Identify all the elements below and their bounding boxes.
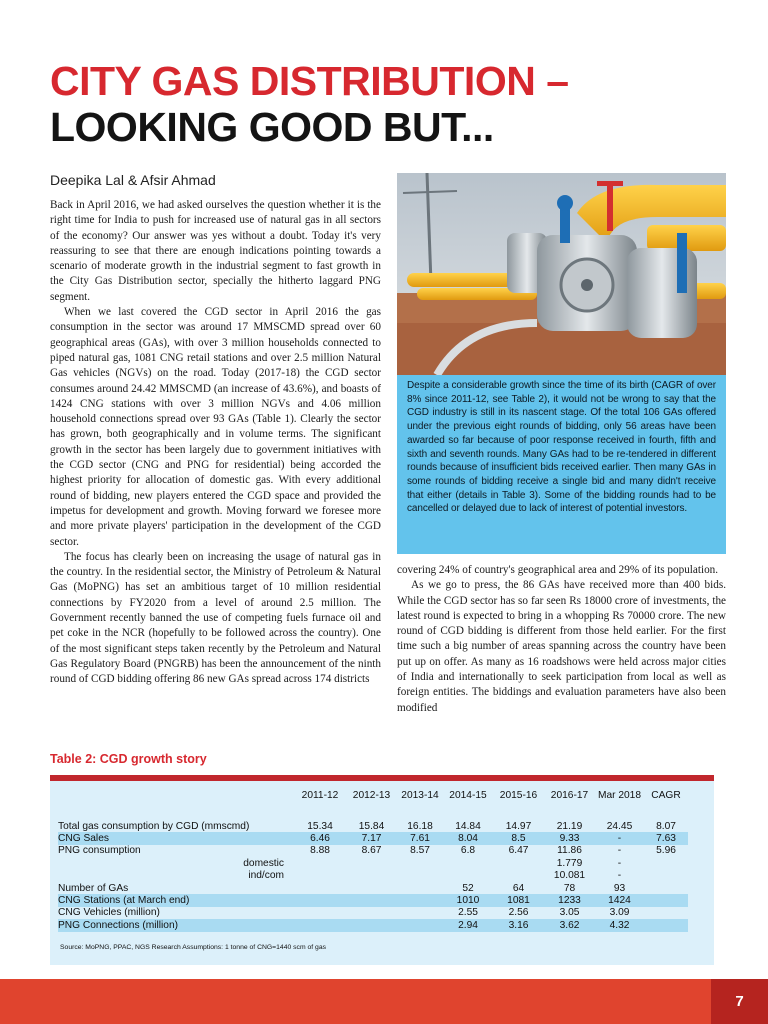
table-row [58,870,688,882]
table-cell: 10.081 [553,870,586,882]
table-row [58,857,688,869]
author-byline: Deepika Lal & Afsir Ahmad [50,172,216,188]
table-row [58,820,688,832]
table-cell: 15.84 [358,820,385,832]
table-cell [493,857,544,869]
table-cell [644,907,688,919]
table-cell [294,894,346,906]
table-cell: 8.88 [310,845,330,857]
table-cell: 2.55 [458,907,478,919]
table-cell: 21.19 [556,820,583,832]
table-row [58,882,688,894]
table-cell: 6.8 [460,845,476,857]
table-cell: - [595,832,644,844]
paragraph: The focus has clearly been on increasing the usage of natural gas in the country. In the residential sector, the Ministry of Petroleum & Natural Gas (MoPNG) has set an ambitious target of 10 million residential connections by FY2020 from a level of around 2.5 million. The Government recently banned the use of competing fuels furnace oil and pet coke in the NCR (hopefully to be followed across the country). One of the most significant steps taken recently by the Petroleum and Natural Gas Regulatory Board (PNGRB) has been the announcement of the ninth round of CGD bidding offering 86 new GAs spread across 174 districts [50,550,381,686]
table-header-cell: CAGR [651,790,681,801]
paragraph: When we last covered the CGD sector in April 2016 the gas consumption in the sector was around 17 MMSCMD spread over 60 geographical areas (GAs), with over 3 million households connected to piped natural gas, 1081 CNG retail stations and over 2.5 million Natural Gas vehicles (NGVs) on the road. Today (2017-18) the CGD sector consumes around 24.42 MMSCMD (an increase of 43.6%), and boasts of 1424 CNG stations with over 3 million NGVs and 4.06 million household connections spread over 93 GAs (Table 1). Clearly the sector has grown, both geographically and in volume terms. The significant growth in the sector has been largely due to government initiatives with the CGD sector (CNG and PNG for residential) being accorded the highest priority for allocation of domestic gas. With every additional round of bidding, new players entered the CGD space and provided the impetus for development and growth. Moving forward we foresee more and more private players' participation in the development of the CGD sector. [50,306,381,548]
table-cell: 8.07 [656,820,676,832]
table-cell [294,907,346,919]
table-header-row [58,790,688,820]
paragraph: covering 24% of country's geographical area and 29% of its population. [397,564,719,576]
table-cell: - [617,857,622,869]
table-row [58,907,688,919]
table-cell: 8.67 [361,845,382,857]
table-cell: 7.61 [397,832,443,844]
table-cell: 5.96 [656,845,676,857]
table-cell [443,857,493,869]
table-cell [346,894,397,906]
table-cell: 78 [563,882,576,894]
paragraph: As we go to press, the 86 GAs have received more than 400 bids. While the CGD sector has so far seen Rs 18000 crore of investments, the latest round is expected to bring in a whopping Rs 70000 crore. The new round of CGD bidding is different from those held earlier. For the first time such a big number of areas spanning across the country have been put up on offer. As many as 16 roadshows were held across major cities of India and internationally to seek participation from local as well as foreign entities. The biddings and evaluation parameters have also been modified [397,579,726,714]
table-header-cell: 2011-12 [301,790,339,801]
table-cell: 16.18 [407,820,433,832]
table-cell: 4.32 [595,919,644,931]
table-header-cell: 2014-15 [449,790,487,801]
table-header-cell: Mar 2018 [597,790,642,801]
table-cell: 1081 [493,894,544,906]
table-cell [644,882,688,894]
table-cell: 7.17 [346,832,397,844]
table-cell [397,870,443,882]
table-cell: 2.56 [508,907,529,919]
table-cell [443,870,493,882]
footer-band [0,979,768,1024]
table-cell: 52 [462,882,474,894]
table-row-label: CNG Stations (at March end) [58,894,294,906]
table-row [58,845,688,857]
table-row-label: Number of GAs [58,882,129,894]
table-cell [493,870,544,882]
table-cell [346,919,397,931]
table-cell: 2.94 [443,919,493,931]
table-header-cell: 2013-14 [401,790,439,801]
table-header-label [58,790,294,820]
table-cell: 3.09 [609,907,630,919]
table-cell [294,870,346,882]
table-cell: 15.34 [307,820,333,832]
title-line-2: LOOKING GOOD BUT... [50,104,494,150]
table-cell: 11.86 [557,845,582,857]
table-row-label: CNG Vehicles (million) [58,907,160,919]
table-cell: 3.62 [544,919,595,931]
table-cell: 6.47 [508,845,529,857]
table-cell [397,919,443,931]
table-cell [397,894,443,906]
table-cell [346,857,397,869]
table-cell: 64 [512,882,525,894]
table-cell: 1424 [595,894,644,906]
table-row-label: ind/com [248,870,284,882]
cgd-growth-table [58,790,688,932]
table-cell [294,882,346,894]
page-number: 7 [711,979,768,1024]
table-cell [346,882,397,894]
gas-station-photo [397,173,726,375]
table-cell: 14.97 [505,820,532,832]
title-line-1: CITY GAS DISTRIBUTION – [50,58,569,104]
table-cell: 24.45 [606,820,633,832]
table-cell: 8.04 [443,832,493,844]
table-row [58,832,688,844]
table-cell [397,907,443,919]
table-cell [644,857,688,869]
table-cell: 14.84 [455,820,481,832]
table-cell [397,882,443,894]
table-cell [644,870,688,882]
callout-box: Despite a considerable growth since the time of its birth (CAGR of over 8% since 2011-12, see Table 2), it would not be wrong to say that the CGD industry is still in its nascent stage. Of the total 106 GAs offered under the previous eight rounds of bidding, only 56 areas have been awarded so far because of poor response received in fourth, fifth and sixth and seventh rounds. Many GAs had to be re-tendered in different rounds because of insufficient bids received earlier. Then many GAs in some rounds of bidding receive a single bid and many didn't receive that either (details in Table 3). Some of the bidding rounds had to be cancelled or delayed due to lack of interest of potential investors. [397,375,726,554]
table-cell: 1.779 [556,857,583,869]
table-cell: 3.05 [559,907,580,919]
table-cell [397,857,443,869]
table-cell [294,919,346,931]
article-title [50,58,730,150]
table-cell [644,894,688,906]
table-cell [346,870,397,882]
table-cell [294,857,346,869]
table-cell [346,907,397,919]
table-cell: 3.16 [493,919,544,931]
table-title: Table 2: CGD growth story [50,752,207,766]
left-text-column [50,198,381,688]
table-cell: 6.46 [294,832,346,844]
table-header-cell: 2012-13 [352,790,391,801]
table-cell: 8.5 [493,832,544,844]
table-row-label: PNG Connections (million) [58,919,294,931]
table-source-note: Source: MoPNG, PPAC, NGS Research Assumptions: 1 tonne of CNG=1440 scm of gas [60,944,327,951]
table-row [58,894,688,906]
table-cell: - [617,845,622,857]
table-row-label: domestic [243,857,284,869]
right-text-column [397,563,726,716]
table-row-label: CNG Sales [58,832,294,844]
table-cell: 1010 [443,894,493,906]
table-row-label: Total gas consumption by CGD (mmscmd) [58,820,250,832]
table-cell [644,919,688,931]
table-header-cell: 2016-17 [550,790,589,801]
table-header-cell: 2015-16 [499,790,538,801]
paragraph: Back in April 2016, we had asked ourselves the question whether it is the right time for India to push for increased use of natural gas in all sectors of the economy? Our answer was yes without a doubt. Today it's very reassuring to see that there are enough indications pointing towards a scenario of moderate growth in the industrial segment to fast growth in the City Gas Distribution sector, specially the hitherto laggard PNG segment. [50,199,381,303]
table-row [58,919,688,931]
table-cell: 9.33 [544,832,595,844]
table-cell: - [617,870,622,882]
table-cell: 1233 [544,894,595,906]
table-cell: 8.57 [410,845,430,857]
table-row-label: PNG consumption [58,845,141,857]
table-cell: 93 [613,882,626,894]
table-cell: 7.63 [644,832,688,844]
